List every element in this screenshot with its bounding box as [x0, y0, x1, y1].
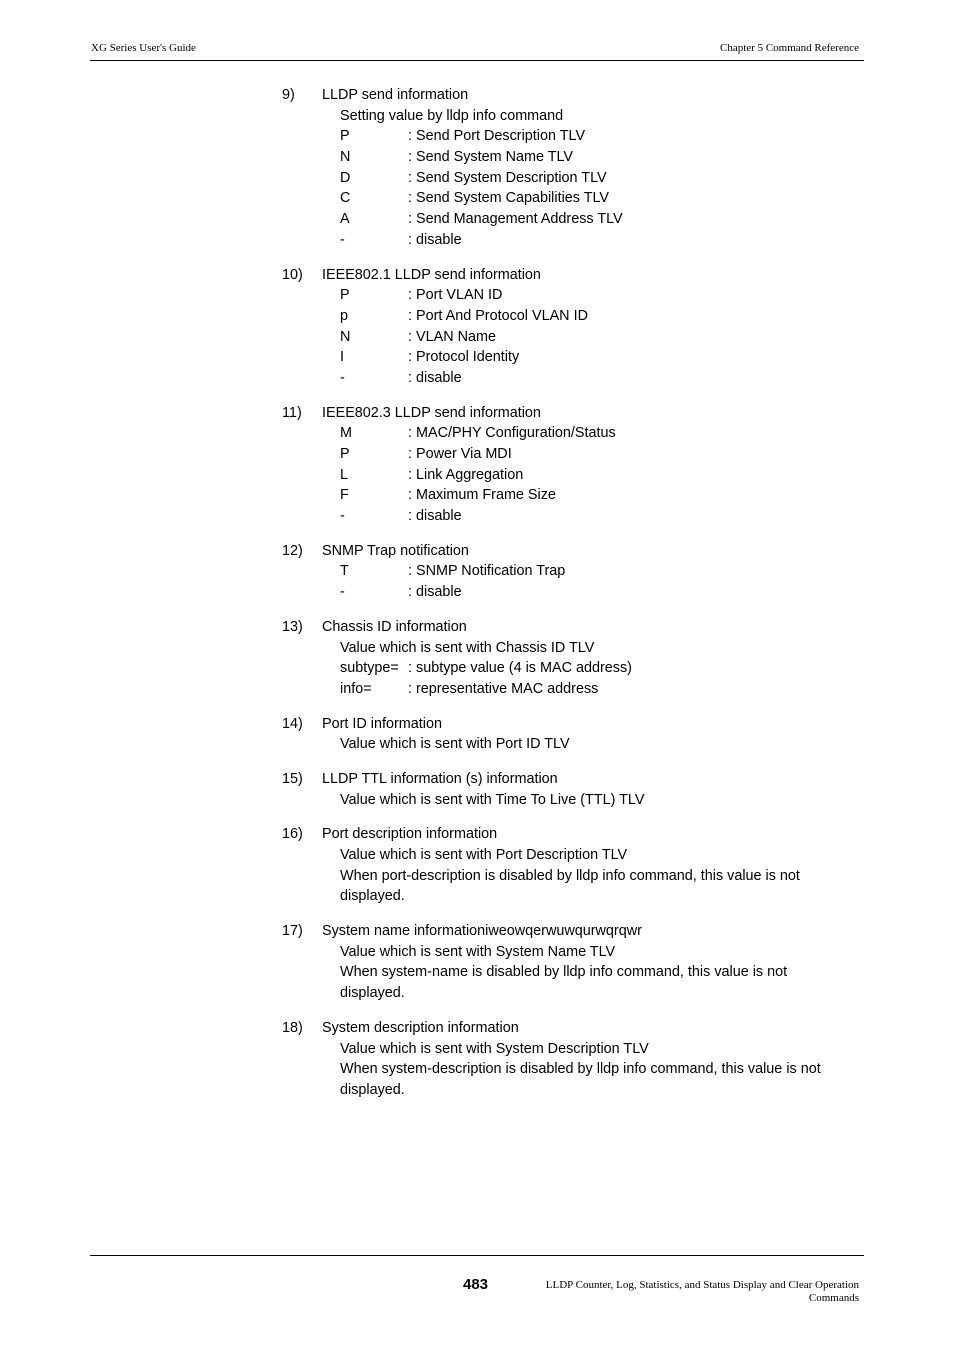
definition-row [282, 126, 862, 147]
list-item [282, 1018, 862, 1101]
page-number: 483 [463, 1276, 489, 1293]
item-heading [282, 85, 862, 106]
definition-value: : Send System Description TLV [408, 169, 607, 186]
definition-key: M [340, 425, 352, 442]
list-item [282, 265, 862, 389]
item-number: 11) [282, 404, 302, 421]
definition-value: : Send System Capabilities TLV [408, 190, 610, 207]
item-heading [282, 265, 862, 286]
item-title: IEEE802.1 LLDP send information [322, 266, 541, 283]
definition-key: P [340, 287, 350, 304]
item-number: 17) [282, 923, 303, 940]
definition-row [282, 658, 862, 679]
item-subtitle: Setting value by lldp info command [340, 107, 564, 124]
list-item [282, 85, 862, 251]
definition-value: : disable [408, 369, 462, 386]
item-number: 9) [282, 87, 295, 103]
item-title: LLDP TTL information (s) information [322, 770, 558, 787]
definition-row [282, 679, 862, 700]
item-title: System description information [322, 1019, 519, 1036]
item-number: 16) [282, 826, 303, 843]
definition-row [282, 147, 862, 168]
definition-row [282, 188, 862, 209]
definition-row [282, 306, 862, 327]
definition-key: N [340, 328, 351, 345]
definition-row [282, 168, 862, 189]
definition-value: : disable [408, 231, 462, 248]
item-subtitle: Value which is sent with Time To Live (TTL) TLV [340, 791, 645, 808]
definition-key: P [340, 128, 350, 145]
item-heading [282, 824, 862, 845]
item-heading [282, 1018, 862, 1039]
definition-key: - [340, 231, 345, 248]
item-title: LLDP send information [322, 87, 469, 103]
definition-row [282, 347, 862, 368]
item-title: SNMP Trap notification [322, 542, 469, 559]
item-title: Port description information [322, 826, 498, 843]
definition-key: I [340, 349, 344, 366]
definition-key: L [340, 466, 349, 483]
definition-value: : Protocol Identity [408, 349, 520, 366]
list-item [282, 617, 862, 700]
item-subtitle: Value which is sent with Chassis ID TLV [340, 639, 595, 656]
definition-row [282, 285, 862, 306]
item-heading [282, 617, 862, 638]
item-subtitle: Value which is sent with System Description TLV [340, 1040, 649, 1057]
definition-key: p [340, 307, 349, 324]
item-title: IEEE802.3 LLDP send information [322, 404, 541, 421]
item-subtitle: Value which is sent with Port Description TLV [340, 847, 628, 863]
definition-key: - [340, 508, 345, 525]
item-number: 14) [282, 715, 303, 732]
definition-row [282, 368, 862, 389]
definition-value: : Send Management Address TLV [408, 211, 623, 228]
header-divider [90, 60, 864, 61]
item-heading [282, 769, 862, 790]
definition-row [282, 423, 862, 444]
definition-value: : disable [408, 584, 462, 601]
definition-value: : disable [408, 508, 462, 525]
definition-value: : subtype value (4 is MAC address) [408, 660, 632, 677]
item-heading [282, 541, 862, 562]
item-heading [282, 921, 862, 942]
footer-divider [90, 1255, 864, 1256]
definition-row [282, 327, 862, 348]
list-item [282, 403, 862, 527]
definition-key: T [340, 563, 349, 580]
definition-value: : Send Port Description TLV [408, 128, 586, 145]
definition-value: : Link Aggregation [408, 466, 524, 483]
definition-value: : representative MAC address [408, 680, 599, 697]
list-item [282, 824, 862, 907]
definition-value: : MAC/PHY Configuration/Status [408, 425, 616, 442]
item-number: 18) [282, 1019, 303, 1036]
definition-row [282, 506, 862, 527]
item-number: 12) [282, 542, 303, 559]
definition-key: F [340, 487, 349, 504]
definition-row [282, 444, 862, 465]
definition-key: A [340, 211, 350, 228]
definition-key: - [340, 584, 345, 601]
definition-value: : Maximum Frame Size [408, 487, 556, 504]
definition-value: : Send System Name TLV [408, 149, 574, 166]
definition-value: : Power Via MDI [408, 446, 512, 462]
header-guide-title: XG Series User's Guide [91, 42, 196, 54]
list-item [282, 921, 862, 1004]
list-item [282, 769, 862, 810]
definition-row [282, 465, 862, 486]
definition-key: C [340, 190, 351, 207]
item-heading [282, 714, 862, 735]
definition-key: - [340, 369, 345, 386]
item-subtitle: Value which is sent with Port ID TLV [340, 736, 570, 753]
definition-row [282, 561, 862, 582]
list-item [282, 541, 862, 603]
definition-key: P [340, 446, 350, 462]
item-number: 13) [282, 618, 303, 635]
item-title: Chassis ID information [322, 618, 467, 635]
item-subtitle: Value which is sent with System Name TLV [340, 943, 616, 960]
definition-key: info= [340, 680, 372, 697]
definition-row [282, 230, 862, 251]
footer-title-line-2: Commands [808, 1292, 859, 1304]
footer-title-line-1: LLDP Counter, Log, Statistics, and Status Display and Clear Operation [545, 1279, 859, 1291]
item-title: Port ID information [322, 715, 442, 732]
definition-value: : Port And Protocol VLAN ID [408, 307, 588, 324]
definition-row [282, 209, 862, 230]
footer-section-title [546, 1279, 859, 1305]
item-number: 10) [282, 266, 303, 283]
definition-key: D [340, 169, 351, 186]
definition-key: subtype= [340, 660, 399, 677]
item-heading [282, 403, 862, 424]
item-note: When system-name is disabled by lldp info command, this value is not displayed. [340, 964, 788, 1002]
definition-value: : SNMP Notification Trap [408, 563, 566, 580]
definition-value: : Port VLAN ID [408, 287, 503, 304]
item-title: System name informationiweowqerwuwqurwqrqwr [322, 923, 642, 940]
list-item [282, 714, 862, 755]
item-note: When port-description is disabled by lldp info command, this value is not displayed. [340, 867, 800, 905]
definition-row [282, 485, 862, 506]
definition-row [282, 582, 862, 603]
document-body [282, 85, 862, 1115]
definition-key: N [340, 149, 351, 166]
item-note: When system-description is disabled by lldp info command, this value is not displayed. [340, 1061, 821, 1098]
definition-value: : VLAN Name [408, 328, 496, 345]
header-chapter-title: Chapter 5 Command Reference [720, 42, 859, 54]
item-number: 15) [282, 770, 303, 787]
